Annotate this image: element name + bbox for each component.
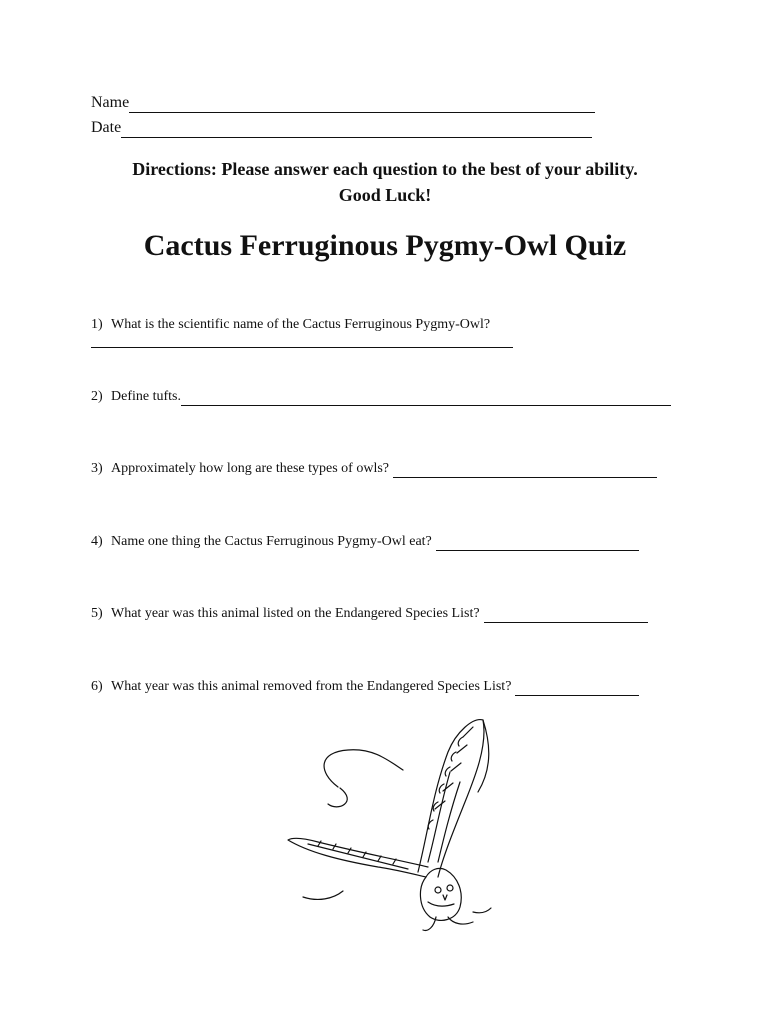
flying-owl-illustration: [278, 712, 498, 932]
question-text: What is the scientific name of the Cactus Ferruginous Pygmy-Owl?: [111, 317, 491, 332]
question-3: [91, 460, 657, 478]
question-number: 3): [91, 461, 103, 476]
directions-line-2: Good Luck!: [338, 185, 432, 205]
question-number: 1): [91, 317, 103, 332]
name-field[interactable]: [91, 93, 595, 113]
question-1: [91, 316, 490, 334]
question-text: Name one thing the Cactus Ferruginous Pygmy-Owl eat?: [111, 534, 432, 549]
date-field[interactable]: [91, 118, 592, 138]
question-number: 6): [91, 679, 103, 694]
name-input-line[interactable]: [129, 95, 595, 113]
question-number: 5): [91, 606, 103, 621]
page-title: Cactus Ferruginous Pygmy-Owl Quiz: [143, 229, 627, 262]
question-4: [91, 533, 639, 551]
date-label: Date: [91, 119, 122, 136]
question-2: [91, 388, 671, 406]
date-input-line[interactable]: [121, 120, 592, 138]
answer-line-4[interactable]: [436, 535, 639, 551]
question-6: [91, 678, 639, 696]
answer-line-6[interactable]: [515, 680, 639, 696]
directions: [0, 156, 770, 208]
question-number: 2): [91, 389, 103, 404]
question-text: What year was this animal removed from the Endangered Species List?: [111, 679, 512, 694]
answer-line-3[interactable]: [393, 462, 657, 478]
answer-line-5[interactable]: [484, 607, 648, 623]
answer-line-2[interactable]: [181, 390, 671, 406]
question-5: [91, 605, 648, 623]
directions-line-1: Directions: Please answer each question to the best of your ability.: [132, 159, 638, 179]
question-number: 4): [91, 534, 103, 549]
question-text: What year was this animal listed on the Endangered Species List?: [111, 606, 480, 621]
answer-line-1[interactable]: [91, 346, 513, 348]
question-text: Approximately how long are these types of owls?: [111, 461, 389, 476]
question-text: Define tufts.: [111, 389, 181, 404]
name-label: Name: [91, 94, 130, 111]
